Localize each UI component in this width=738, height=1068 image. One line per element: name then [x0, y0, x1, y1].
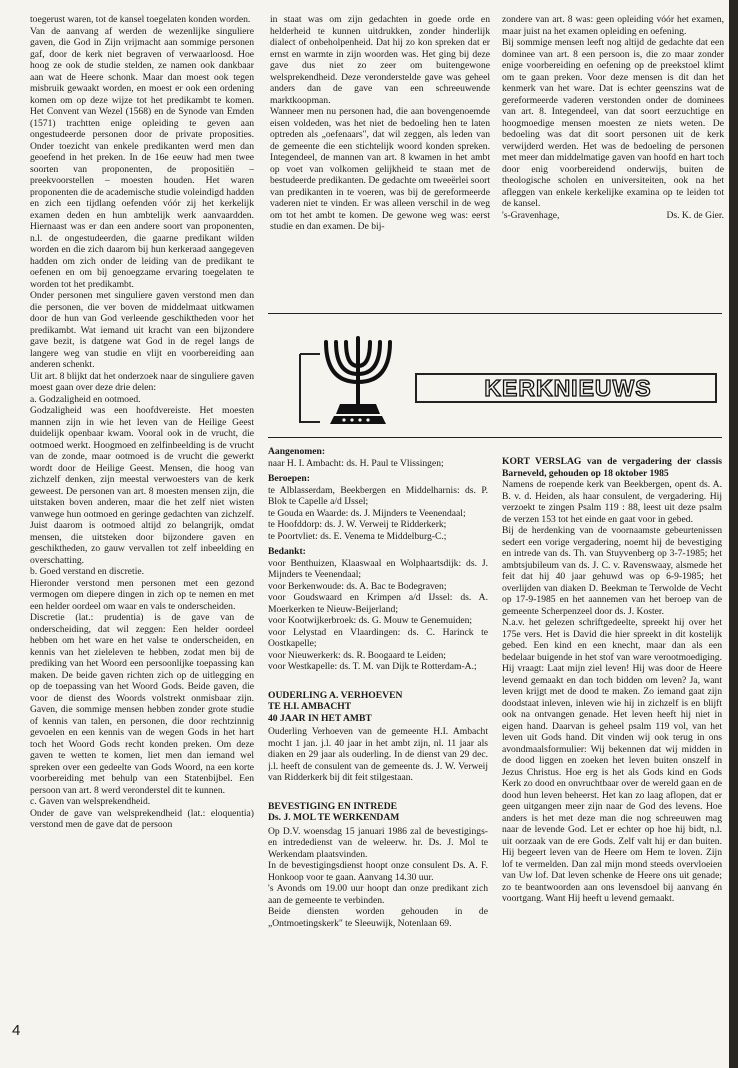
- banner-title: KERKNIEUWS: [484, 375, 652, 401]
- scan-edge: [729, 0, 738, 1068]
- paragraph: Ouderling Verhoeven van de gemeente H.I. Ambacht mocht 1 jan. j.l. 40 jaar in het ambt zijn, nl. 11 jaar als diaken en 29 jaar als ouderling. In de dienst van 29 dec. j.l. heeft de consulent van de gemeente ds. J. W. Verweij van Ridderkerk bij dit feit stilgestaan.: [268, 726, 488, 783]
- section-heading: a. Godzaligheid en ootmoed.: [30, 393, 141, 405]
- kerknieuws-banner: [296, 334, 720, 432]
- list-item: te Gouda en Waarde: ds. J. Mijnders te Veenendaal;: [268, 507, 466, 519]
- paragraph: Onder de gave van welsprekendheid (lat.: eloquentia) verstond men de gave dat de persoon: [30, 807, 254, 830]
- list-item: voor Berkenwoude: ds. A. Bac te Bodegraven;: [268, 580, 447, 592]
- paragraph: in staat was om zijn gedachten in goede orde en helderheid te kunnen uitdrukken, zonder hinderlijk dialect of onbeholpenheid. Dat hij zo kon spreken dat er ernst en warmte in zijn woorden was. Het ging bij deze gave dus niet zo zeer om buitengewone welsprekendheid. Deze veronderstelde gave was geheel anders dan de gave van een schreeuwende marktkoopman.: [270, 14, 490, 106]
- bracket: [300, 354, 320, 422]
- paragraph: Bij de herdenking van de voornaamste gebeurtenissen sedert een vorige vergadering, noemt hij de bevestiging en intrede van ds. Th. van Stuyvenberg op 3-7-1985; het ambtsjubileum van ds. J. C. v. Ravenswaay, alsmede het feit dat hij 40 jaar gehuwd was op 6-9-1985; het overlijden van diaken D. Beekman te Terwolde de Vecht op 17-9-1985 en het aannemen van het beroep van de gemeente Scherpenzeel door ds. J. Koster.: [502, 525, 722, 617]
- heading-line: TE H.I. AMBACHT: [268, 701, 352, 712]
- bedankt-label: Bedankt:: [268, 546, 306, 557]
- paragraph: Van de aanvang af werden de wezenlijke singuliere gaven, die God in Zijn vrijmacht aan sommige personen gaf, door de kerk niet begraven of verwaarloosd. Hoe hoog ze ook de studie stelden, ze namen ook dankbaar aan wat de Heere schonk. Maar dan moest ook tegen misbruik gewaakt worden, en moest er ook een ordening komen om op deze wijze tot het predikambt te komen. Het Convent van Wezel (1568) en de Synode van Emden (1571) trachtten enige opleiding te geven aan ongestudeerde personen door de private proposities. Onder toezicht van enkele predikanten werd men dan geoefend in het preken. In de 16e eeuw had men twee soorten van proponenten, de propositiën – preekvoorstellen – moesten houden. Het waren proponenten die de academische studie voleindigd hadden en zich een tijdlang oefenden vóór zij het kerkelijk examen deden en hun ambtelijk werk aanvaardden. Hiernaast was er dan een andere soort van proponenten, n.l. de ongestudeerden, die gaarne predikant wilden worden en die zich daarom bij hun kerkeraad aangegeven hadden om zich onder de leiding van de predikant te oefenen en om bij genoegzame ervaring toegelaten te worden tot het predikambt.: [30, 25, 254, 290]
- right-column-bottom: [502, 456, 722, 1048]
- divider: [268, 437, 722, 438]
- paragraph: zondere van art. 8 was: geen opleiding vóór het examen, maar juist na het examen opleiding en oefening.: [502, 14, 724, 37]
- paragraph: Op D.V. woensdag 15 januari 1986 zal de bevestigings- en intrededienst van de weleerw. hr. Ds. J. Mol te Werkendam plaatsvinden.: [268, 825, 488, 860]
- signoff-place: 's-Gravenhage,: [502, 209, 560, 221]
- page-number: 4: [12, 1022, 21, 1039]
- paragraph: Bij sommige mensen leeft nog altijd de gedachte dat een dominee van art. 8 een persoon is, die zo maar zonder enige voorbereiding en oefening op de preekstoel klimt om te gaan preken. Voor deze mensen is dit dan het kenmerk van het ware. Dat is echter geenszins wat de gereformeerde vaderen verstonden onder de dominees van art. 8. Integendeel, van dat soort eerzuchtige en hoogmoedige mensen moesten ze niets weten. De bedoeling was dat dit soort personen uit de kerk verwijderd werden. Het was de bedoeling de personen met meer dan middelmatige gaven van hoofd en hart toch door enig voorbereidend onderwijs, buiten de theologische scholen en universiteiten, ook na het afleggen van enkele kerkelijke examina op te leiden tot de kansel.: [502, 37, 724, 209]
- heading-line: Ds. J. MOL TE WERKENDAM: [268, 812, 400, 823]
- signoff-author: Ds. K. de Gier.: [666, 209, 724, 221]
- aangenomen-label: Aangenomen:: [268, 446, 326, 457]
- list-item: te Alblasserdam, Beekbergen en Middelharnis: ds. P. Blok te Capelle a/d IJssel;: [268, 484, 488, 507]
- paragraph: Namens de roepende kerk van Beekbergen, opent ds. A. B. v. d. Heiden, als haar consulent, de vergadering. Hij verzoekt te zingen Psalm 119 : 88, leest uit deze psalm de verzen 153 tot het einde en gaat voor in gebed.: [502, 479, 722, 525]
- banner-graphic: [296, 334, 720, 432]
- paragraph: 's Avonds om 19.00 uur hoopt dan onze predikant zich aan de gemeente te verbinden.: [268, 883, 488, 906]
- paragraph: In de bevestigingsdienst hoopt onze consulent Ds. A. F. Honkoop voor te gaan. Aanvang 14.30 uur.: [268, 860, 488, 883]
- report-title: KORT VERSLAG van de vergadering der classis Barneveld, gehouden op 18 oktober 1985: [502, 456, 722, 479]
- signoff: [502, 210, 724, 222]
- list-item: voor Kootwijkerbroek: ds. G. Mouw te Genemuiden;: [268, 615, 473, 626]
- list-item: voor Nieuwerkerk: ds. R. Boogaard te Leiden;: [268, 649, 446, 661]
- paragraph: N.a.v. het gelezen schriftgedeelte, spreekt hij over het 175e vers. Het is David die hier spreekt in dit kostelijk gebed. Een kind en een knecht, maar dan als een bedelaar buigende in het stof van ware verootmoediging. Hij vraagt: Laat mijn ziel leven! Hij was door de Heere levend gemaakt en dan toch bidden om leven? Ja, want leven krijgt met de dood te maken. Zo iemand gaat zijn doodstaat inleven, inleven wie hij in zichzelf is en blijft ook na ontvangen genade. Het leven heeft hij niet in eigen hand. Daarvan is geheel psalm 119 vol, van het leven uit Gods hand. Dit vinden wij ook terug in ons avondmaalsformulier: Wij bekennen dat wij midden in de dood liggen en zoeken het leven buiten onszelf in Jezus Christus. Hoe erg is het als Gods kind en Gods Kerk zo dood en onvruchtbaar over de wereld gaan en de dood hun leven beheerst. Het kan zo laag aflopen, dat er geen uitgangen meer zijn naar de God des levens. Hoe anders is het met deze man die nog schreeuwen mag naar de levende God. Let er echter op hoe hij bidt, n.l. uit oorzaak van de ere Gods. Zelf valt hij er dan buiten. Hij begeert leven van de Heere om Hem te loven. Zijn lof te vermelden. Dan zal mijn mond steeds overvloeien van Uw lof. Dat leven schenke de Heere ons uit genade; zo te beantwoorden aan ons levensdoel bij aanvang én voortgang. Want Hij heeft u levend gemaakt.: [502, 617, 722, 904]
- article-heading: [268, 801, 488, 824]
- list-item: te Poortvliet: ds. E. Venema te Middelburg-C.;: [268, 530, 447, 542]
- middle-column-bottom: [268, 446, 488, 1046]
- paragraph: Godzaligheid was een hoofdvereiste. Het moesten mannen zijn in wie het leven van de Heilige Geest duidelijk openbaar kwam. Vooral ook in de vrucht, die ootmoed werkt. Hoogmoed en zelfinbeelding is de vrucht van de zonde, maar ootmoed is de vrucht die gewerkt wordt door de Heilige Geest. Mensen, die hoog van zichzelf denken, zijn meestal verwoesters van de kerk geweest. De personen van art. 8 moesten mensen zijn, die uitstaken boven anderen, maar die het zelf niet wisten vanwege hun ootmoed en geringe gedachten van zichzelf. Juist daarom is ootmoed altijd zo belangrijk, omdat mensen, die uitsteken door bijzondere gaven en geschiktheden, zo gauw vervallen tot zelf inbeelding en overschatting.: [30, 405, 254, 566]
- list-item: voor Lelystad en Vlaardingen: ds. C. Harinck te Oostkapelle;: [268, 626, 488, 649]
- menorah-icon: [326, 338, 390, 424]
- middle-column-top: [270, 14, 490, 272]
- section-heading: c. Gaven van welsprekendheid.: [30, 796, 151, 807]
- heading-line: BEVESTIGING EN INTREDE: [268, 800, 398, 812]
- heading-line: OUDERLING A. VERHOEVEN: [268, 689, 403, 701]
- paragraph: Wanneer men nu personen had, die aan bovengenoemde eisen voldeden, was het niet de bedoeling hen te laten optreden als „oefenaars", dat wil zeggen, als leden van de gemeente die een stichtelijk woord konden spreken. Integendeel, de mannen van art. 8 kwamen in het ambt op voet van volkomen gelijkheid te staan met de bestudeerde predikanten. De gedachte om tweeërlei soort van predikanten in te voeren, was bij de gereformeerde vaderen niet te vinden. Er was alleen verschil in de weg om tot het ambt te komen. De gewone weg was: eerst studie en dan examen. De bij-: [270, 106, 490, 232]
- list-item: voor Goudswaard en Krimpen a/d IJssel: ds. A. Moerkerken te Nieuw-Beijerland;: [268, 592, 488, 615]
- paragraph: Uit art. 8 blijkt dat het onderzoek naar de singuliere gaven moest gaan over deze drie delen:: [30, 370, 254, 393]
- left-column: [30, 14, 254, 1044]
- paragraph: Beide diensten worden gehouden in de „Ontmoetingskerk" te Sleeuwijk, Notenlaan 69.: [268, 906, 488, 929]
- paragraph: Onder personen met singuliere gaven verstond men dan die personen, die ver boven de middelmaat uitkwamen door de hun van God verleende geschiktheden voor het predikambt. Wat iemand uit kracht van een bijzondere gave bezit, is datgene wat God in de regel langs de langere weg van studie en vlijt en voorbereiding aan anderen schenkt.: [30, 290, 254, 370]
- paragraph: toegerust waren, tot de kansel toegelaten konden worden.: [30, 14, 251, 25]
- list-item: naar H. I. Ambacht: ds. H. Paul te Vlissingen;: [268, 457, 444, 469]
- list-item: voor Benthuizen, Klaaswaal en Wolphaartsdijk: ds. J. Mijnders te Veenendaal;: [268, 557, 488, 580]
- list-item: voor Westkapelle: ds. T. M. van Dijk te Rotterdam-A.;: [268, 661, 477, 672]
- paragraph: Hieronder verstond men personen met een gezond vermogen om diepere dingen in zich op te nemen en met een helder oordeel om waar en vals te onderscheiden.: [30, 577, 254, 612]
- divider: [268, 313, 722, 314]
- paragraph: Discretie (lat.: prudentia) is de gave van de onderscheiding, dat wil zeggen: Een helder oordeel hebben om het ware en het valse te onderscheiden, en kennis van het zieleleven te hebben, zodat men bij de prediking van het Woord een persoonlijke toepassing kan maken. De beide gaven richten zich op de uitlegging en op de toepassing van het Woord Gods. Beide gaven, die voor de dienst des Woords volstrekt onmisbaar zijn. Gaven, die sommige mensen hebben zonder grote studie of kennis van talen, en personen, die door rechtzinnig gevoelen en een kennis van de wegen Gods in het hart toch het Woord Gods recht konden preken. Om deze gaven te wetten te komen, liet men dan iemand wel spreken over een gedeelte van Gods Woord, na een korte voorbereiding met behulp van een Statenbijbel. Een persoon van art. 8 werd veronderstel dit te kunnen.: [30, 612, 254, 796]
- right-column-top: [502, 14, 724, 324]
- beroepen-label: Beroepen:: [268, 473, 310, 484]
- heading-line: 40 JAAR IN HET AMBT: [268, 712, 372, 724]
- article-heading: [268, 690, 488, 725]
- section-heading: b. Goed verstand en discretie.: [30, 566, 145, 577]
- list-item: te Hoofddorp: ds. J. W. Verweij te Ridderkerk;: [268, 519, 447, 530]
